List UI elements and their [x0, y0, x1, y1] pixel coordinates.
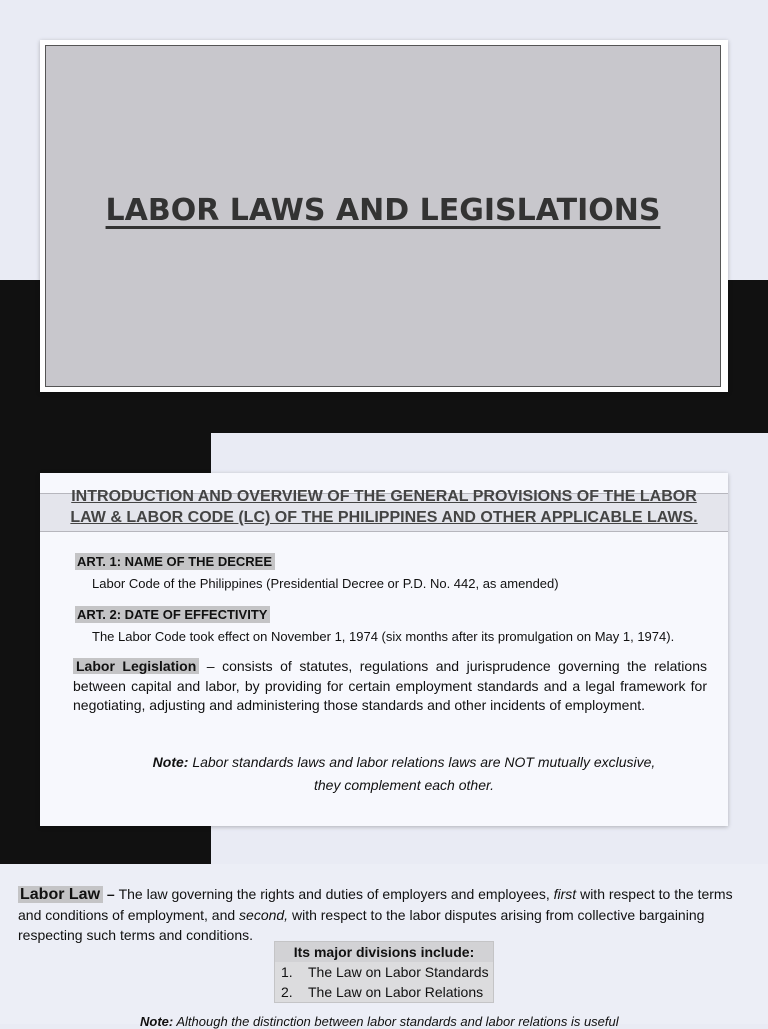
art1-label: ART. 1: NAME OF THE DECREE [75, 553, 275, 570]
labor-legislation-text: – consists of statutes, regulations and jurisprudence governing the relations between capital and labor, by providing for certain employment standards and a legal framework for negotiating, adjusting and administering those standards and other incidents of employment. [73, 658, 707, 713]
title-slide [40, 40, 728, 392]
art2-text: The Labor Code took effect on November 1, 1974 (six months after its promulgation on May 1, 1974). [92, 629, 675, 644]
overview-slide [40, 473, 728, 826]
slide-title: LABOR LAWS AND LEGISLATIONS [105, 192, 661, 228]
overview-heading: INTRODUCTION AND OVERVIEW OF THE GENERAL PROVISIONS OF THE LABOR LAW & LABOR CODE (LC) OF THE PHILIPPINES AND OTHER APPLICABLE LAWS. [70, 488, 698, 526]
note-label: Note: [152, 754, 189, 770]
bottom-note [140, 1014, 640, 1029]
labor-law-text3: with respect to the labor disputes arising from collective bargaining respecting such terms and conditions. [18, 907, 705, 943]
bottom-note-text: Although the distinction between labor standards and labor relations is useful [173, 1014, 619, 1029]
labor-law-definition [18, 884, 750, 945]
labor-law-label: Labor Law [18, 886, 103, 903]
labor-law-second: second, [239, 907, 289, 923]
divisions-heading: Its major divisions include: [274, 941, 494, 962]
division-item [274, 982, 494, 1003]
note-line2: they complement each other. [313, 777, 495, 793]
title-slide-panel [45, 45, 721, 387]
divisions-box [274, 941, 494, 1003]
labor-law-first: first [553, 886, 577, 902]
division-text: The Law on Labor Relations [308, 984, 484, 1000]
division-number: 2. [281, 984, 293, 1000]
labor-law-text2: with respect to the terms and conditions of employment, and [18, 886, 733, 923]
slide-note [100, 751, 708, 797]
division-text: The Law on Labor Standards [308, 964, 489, 980]
labor-legislation-label: Labor Legislation [73, 658, 199, 674]
division-item [274, 962, 494, 982]
labor-law-text1: The law governing the rights and duties of employers and employees, [118, 886, 554, 902]
labor-legislation-definition [73, 657, 707, 716]
art1-text: Labor Code of the Philippines (Presidential Decree or P.D. No. 442, as amended) [92, 576, 559, 591]
division-number: 1. [281, 964, 293, 980]
note-line1: Labor standards laws and labor relations laws are NOT mutually exclusive, [188, 754, 656, 770]
bottom-note-label: Note: [140, 1014, 174, 1029]
labor-law-dash: – [103, 886, 119, 902]
art2-label: ART. 2: DATE OF EFFECTIVITY [75, 606, 270, 623]
